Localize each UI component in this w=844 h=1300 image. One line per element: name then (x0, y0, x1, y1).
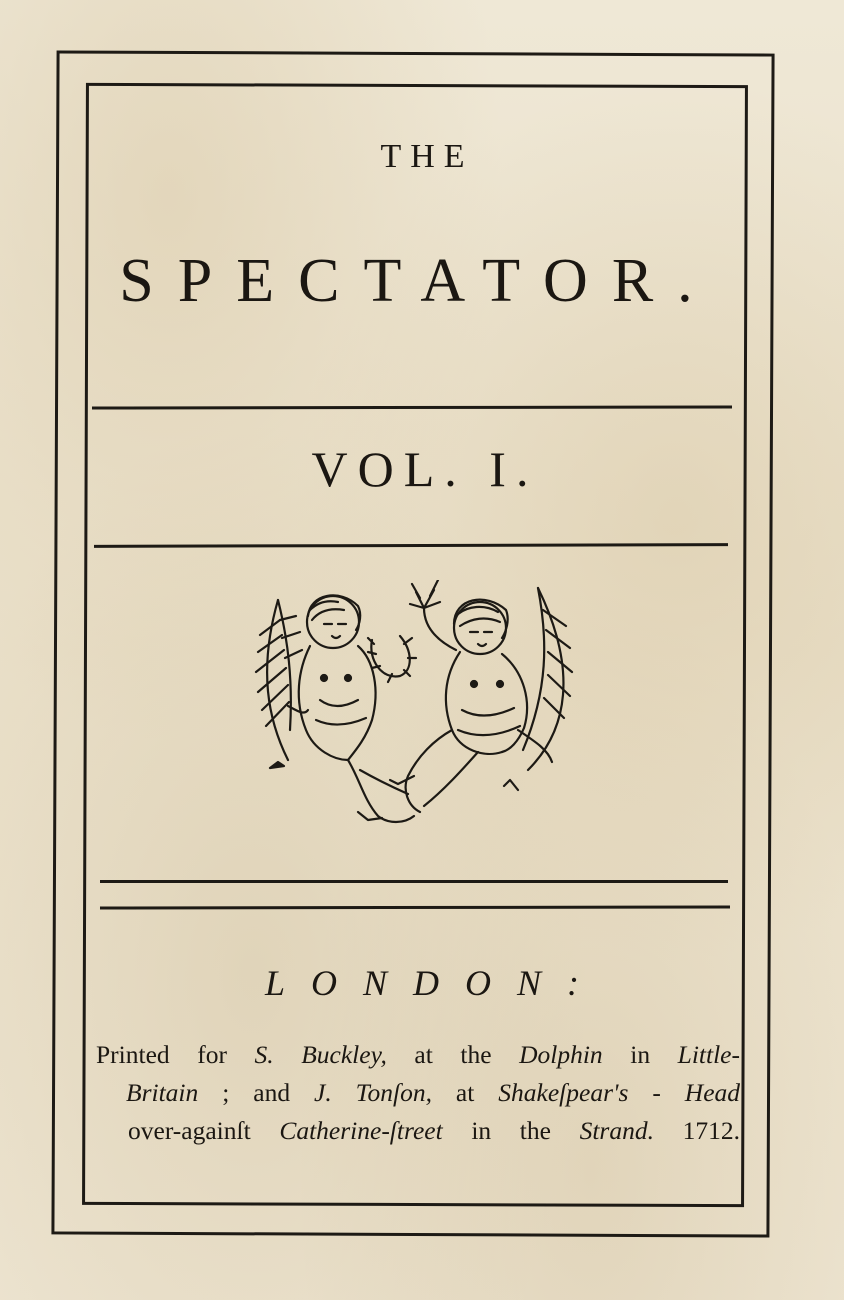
volume-number: VOL. I. (311, 441, 539, 497)
imprint-line-2 (96, 1074, 740, 1112)
shop-sign: Shakeſpear's - Head (498, 1078, 741, 1107)
street-name: Strand. (579, 1116, 654, 1145)
title-article: THE (380, 138, 474, 175)
street-name: Catherine-ſtreet (279, 1116, 443, 1145)
imprint-text: at the (386, 1040, 520, 1069)
book-title: SPECTATOR. (119, 247, 717, 315)
imprint-text: at (431, 1078, 499, 1107)
street-name: Britain (126, 1078, 199, 1107)
imprint-text: in (602, 1040, 678, 1069)
place-of-publication: LONDON: (264, 963, 606, 1003)
publication-year: 1712. (653, 1116, 740, 1145)
imprint (96, 1036, 740, 1150)
imprint-text: ; and (198, 1078, 315, 1107)
imprint-line-1 (96, 1036, 740, 1074)
street-name: Little- (677, 1040, 740, 1069)
shop-sign: Dolphin (519, 1040, 603, 1069)
imprint-text: over-againſt (128, 1116, 280, 1145)
printer-name: J. Tonſon, (314, 1078, 432, 1107)
imprint-text: Printed for (96, 1040, 255, 1069)
rule-double-top (100, 880, 728, 883)
imprint-line-3 (96, 1112, 740, 1150)
woodcut-cherubs-icon (248, 580, 578, 830)
imprint-text: in the (442, 1116, 580, 1145)
printer-name: S. Buckley, (254, 1040, 387, 1069)
